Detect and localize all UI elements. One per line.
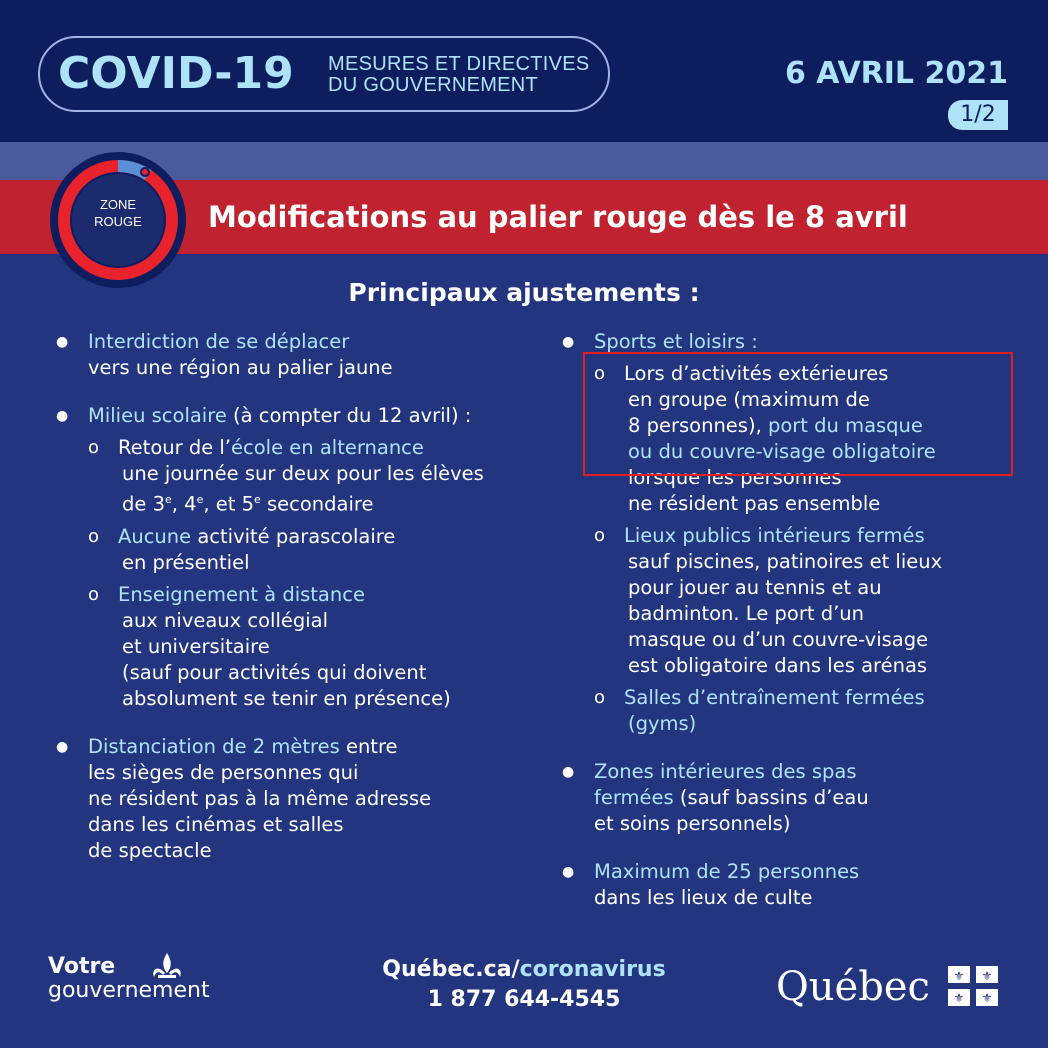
list-item: ● Milieu scolaire (à compter du 12 avril) : o Retour de l’école en alternance une journée sur deux pour les élèves de 3e, 4e, et 5e secondaire o Aucune activité parascolaire en présentiel o Enseignement à distance aux niveaux collégial et universitaire (sauf pour activités qui doivent absolument se tenir en présence) — [56, 403, 536, 712]
sub-item: o Enseignement à distance aux niveaux collégial et universitaire (sauf pour activités qui doivent absolument se tenir en présence) — [88, 582, 451, 710]
contact-info — [300, 955, 748, 1015]
svg-text:⚜: ⚜ — [953, 969, 965, 983]
quebec-flag-icon — [948, 966, 998, 1006]
circle-bullet-icon: o — [88, 525, 100, 547]
website-link[interactable]: Québec.ca/ — [382, 957, 520, 982]
phone-number: 1 877 644-4545 — [427, 987, 621, 1012]
list-item: ● Interdiction de se déplacer vers une région au palier jaune — [56, 330, 393, 379]
sub-item: o Aucune activité parascolaire en présentiel — [88, 524, 396, 574]
sub-item: o Lieux publics intérieurs fermés sauf piscines, patinoires et lieux pour jouer au tennis et au badminton. Le port d’un masque ou d’un couvre-visage est obligatoire dans les arénas — [594, 524, 943, 677]
banner-title: Modifications au palier rouge dès le 8 avril — [208, 200, 908, 234]
svg-text:⚜: ⚜ — [953, 991, 965, 1005]
sub-item: o Lors d’activités extérieures en groupe (maximum de 8 personnes), port du masque ou du couvre-visage obligatoire lorsque les personnes ne résident pas ensemble — [594, 362, 936, 515]
covid-title: COVID-19 — [58, 48, 294, 99]
circle-bullet-icon: o — [594, 525, 606, 546]
circle-bullet-icon: o — [594, 687, 606, 708]
bullet-icon: ● — [56, 408, 69, 424]
bullet-icon: ● — [562, 764, 575, 780]
date-label: 6 AVRIL 2021 — [784, 56, 1008, 91]
circle-bullet-icon: o — [88, 437, 100, 458]
gouvernement-logo: Votre gouvernement — [48, 955, 248, 1003]
highlight-box — [583, 352, 1013, 476]
sub-item: o Retour de l’école en alternance une journée sur deux pour les élèves de 3e, 4e, et 5e secondaire — [88, 436, 484, 516]
section-heading: Principaux ajustements : — [348, 278, 700, 307]
sub-item: o Salles d’entraînement fermées (gyms) — [594, 686, 925, 735]
quebec-logo: Québec ⚜ ⚜ ⚜ ⚜ — [776, 952, 1006, 1022]
left-column — [56, 329, 536, 876]
zone-label: ZONE ROUGE — [94, 197, 142, 229]
circle-bullet-icon: o — [594, 363, 606, 384]
bullet-icon: ● — [56, 334, 69, 350]
bullet-icon: ● — [56, 738, 69, 755]
list-item: ● Maximum de 25 personnes dans les lieux de culte — [562, 860, 860, 909]
bullet-icon: ● — [562, 864, 575, 880]
website-link-highlight[interactable]: coronavirus — [519, 957, 666, 982]
circle-bullet-icon: o — [88, 583, 100, 605]
svg-text:⚜: ⚜ — [981, 991, 993, 1005]
list-item: ● Distanciation de 2 mètres entre les sièges de personnes qui ne résident pas à la même adresse dans les cinémas et salles de spectacle — [56, 734, 432, 862]
list-item: ● Sports et loisirs : o Lors d’activités extérieures en groupe (maximum de 8 personnes), port du masque ou du couvre-visage obligatoire lorsque les personnes ne résident pas ensemble o Lieux publics intérieurs fermés sauf piscines, patinoires et lieux pour jouer au tennis et au badminton. Le port d’un masque ou d’un couvre-visage est obligatoire dans les arénas o Salles d’entraînement fermées (gyms) — [562, 329, 1002, 737]
fleur-de-lis-icon — [148, 951, 186, 985]
subtitle: MESURES ET DIRECTIVES DU GOUVERNEMENT — [328, 53, 590, 96]
svg-text:⚜: ⚜ — [981, 969, 993, 983]
list-item: ● Zones intérieures des spas fermées (sauf bassins d’eau et soins personnels) — [562, 760, 869, 835]
bullet-icon: ● — [562, 334, 575, 350]
page-indicator: 1/2 — [948, 100, 1008, 130]
